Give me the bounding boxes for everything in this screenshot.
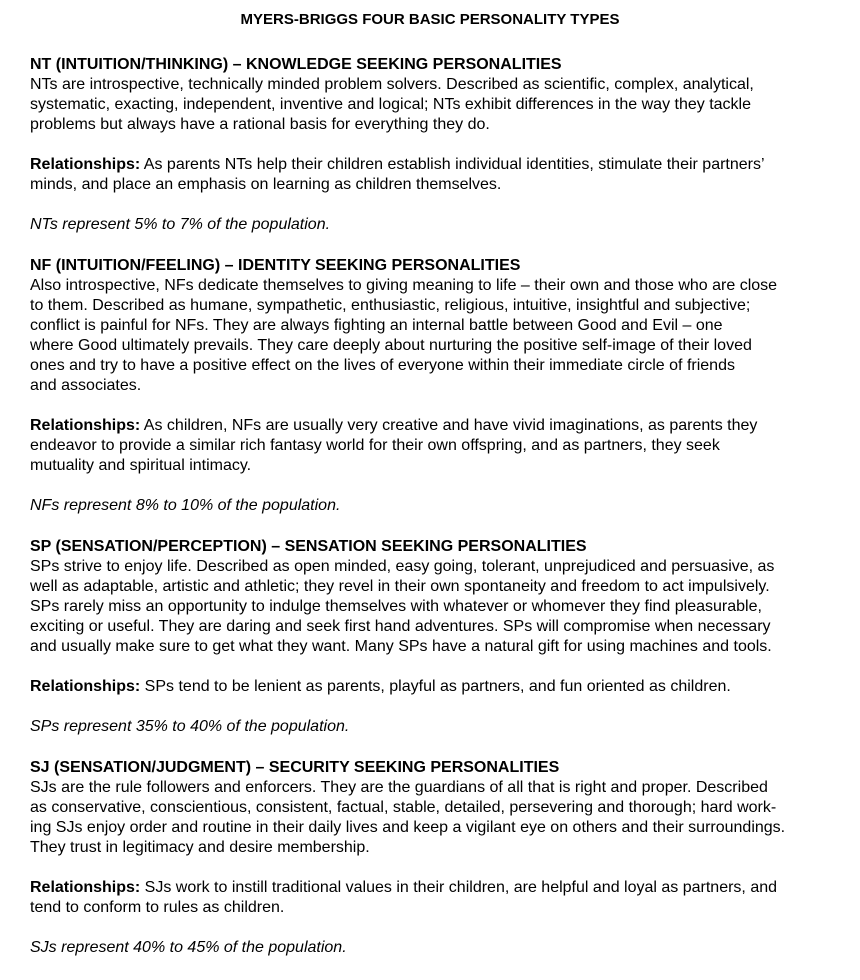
section-sj bbox=[30, 758, 830, 958]
section-description bbox=[30, 276, 830, 396]
description-line: well as adaptable, artistic and athletic; they revel in their own spontaneity and freedom to act impulsively. bbox=[30, 578, 770, 595]
description-line: SPs rarely miss an opportunity to indulge themselves with whatever or whomever they find pleasurable, bbox=[30, 598, 762, 615]
relationships-paragraph bbox=[30, 416, 830, 476]
description-line: as conservative, conscientious, consistent, factual, stable, detailed, persevering and thorough; hard work- bbox=[30, 799, 777, 816]
relationships-line bbox=[30, 677, 830, 697]
relationships-line bbox=[30, 416, 830, 436]
relationships-label: Relationships: bbox=[30, 417, 141, 434]
description-line: They trust in legitimacy and desire membership. bbox=[30, 839, 370, 856]
section-heading: NT (INTUITION/THINKING) – KNOWLEDGE SEEKING PERSONALITIES bbox=[30, 56, 562, 73]
description-line: where Good ultimately prevails. They care deeply about nurturing the positive self-image of their loved bbox=[30, 337, 752, 354]
population-note: SJs represent 40% to 45% of the population. bbox=[30, 939, 347, 956]
relationships-label: Relationships: bbox=[30, 156, 141, 173]
section-description bbox=[30, 557, 830, 657]
relationships-text: SPs tend to be lenient as parents, playful as partners, and fun oriented as children. bbox=[140, 678, 731, 695]
relationships-text: SJs work to instill traditional values in their children, are helpful and loyal as partners, and bbox=[140, 879, 778, 896]
description-line: conflict is painful for NFs. They are always fighting an internal battle between Good and Evil – one bbox=[30, 317, 723, 334]
relationships-line: endeavor to provide a similar rich fantasy world for their own offspring, and as partners, they seek bbox=[30, 437, 720, 454]
description-line: NTs are introspective, technically minded problem solvers. Described as scientific, complex, analytical, bbox=[30, 76, 754, 93]
relationships-text: As children, NFs are usually very creative and have vivid imaginations, as parents they bbox=[140, 417, 758, 434]
description-line: and associates. bbox=[30, 377, 142, 394]
description-line: problems but always have a rational basis for everything they do. bbox=[30, 116, 490, 133]
population-note: SPs represent 35% to 40% of the population. bbox=[30, 718, 350, 735]
description-line: ing SJs enjoy order and routine in their daily lives and keep a vigilant eye on others and their surroundings. bbox=[30, 819, 786, 836]
description-line: ones and try to have a positive effect on the lives of everyone within their immediate circle of friends bbox=[30, 357, 735, 374]
relationships-line bbox=[30, 155, 830, 175]
population-note: NTs represent 5% to 7% of the population. bbox=[30, 216, 331, 233]
document-title: MYERS-BRIGGS FOUR BASIC PERSONALITY TYPES bbox=[240, 11, 620, 28]
relationships-text: As parents NTs help their children establish individual identities, stimulate their partners’ bbox=[140, 156, 765, 173]
section-heading: SP (SENSATION/PERCEPTION) – SENSATION SEEKING PERSONALITIES bbox=[30, 538, 587, 555]
description-line: systematic, exacting, independent, inventive and logical; NTs exhibit differences in the way they tackle bbox=[30, 96, 751, 113]
relationships-label: Relationships: bbox=[30, 879, 141, 896]
population-note: NFs represent 8% to 10% of the population. bbox=[30, 497, 341, 514]
section-heading: NF (INTUITION/FEELING) – IDENTITY SEEKING PERSONALITIES bbox=[30, 257, 521, 274]
description-line: exciting or useful. They are daring and seek first hand adventures. SPs will compromise when necessary bbox=[30, 618, 771, 635]
description-line: and usually make sure to get what they want. Many SPs have a natural gift for using machines and tools. bbox=[30, 638, 772, 655]
section-heading: SJ (SENSATION/JUDGMENT) – SECURITY SEEKING PERSONALITIES bbox=[30, 759, 560, 776]
section-description bbox=[30, 778, 830, 858]
section-sp bbox=[30, 537, 830, 737]
relationships-line: mutuality and spiritual intimacy. bbox=[30, 457, 252, 474]
section-nt bbox=[30, 55, 830, 235]
description-line: Also introspective, NFs dedicate themselves to giving meaning to life – their own and those who are close bbox=[30, 277, 778, 294]
description-line: to them. Described as humane, sympathetic, enthusiastic, religious, intuitive, insightful and subjective; bbox=[30, 297, 751, 314]
relationships-line: minds, and place an emphasis on learning as children themselves. bbox=[30, 176, 502, 193]
relationships-line: tend to conform to rules as children. bbox=[30, 899, 285, 916]
relationships-label: Relationships: bbox=[30, 678, 141, 695]
description-line: SJs are the rule followers and enforcers. They are the guardians of all that is right and proper. Described bbox=[30, 779, 768, 796]
description-line: SPs strive to enjoy life. Described as open minded, easy going, tolerant, unprejudiced and persuasive, as bbox=[30, 558, 775, 575]
relationships-paragraph bbox=[30, 878, 830, 918]
relationships-paragraph bbox=[30, 155, 830, 195]
section-nf bbox=[30, 256, 830, 516]
section-description bbox=[30, 75, 830, 135]
relationships-paragraph bbox=[30, 677, 830, 697]
relationships-line bbox=[30, 878, 830, 898]
